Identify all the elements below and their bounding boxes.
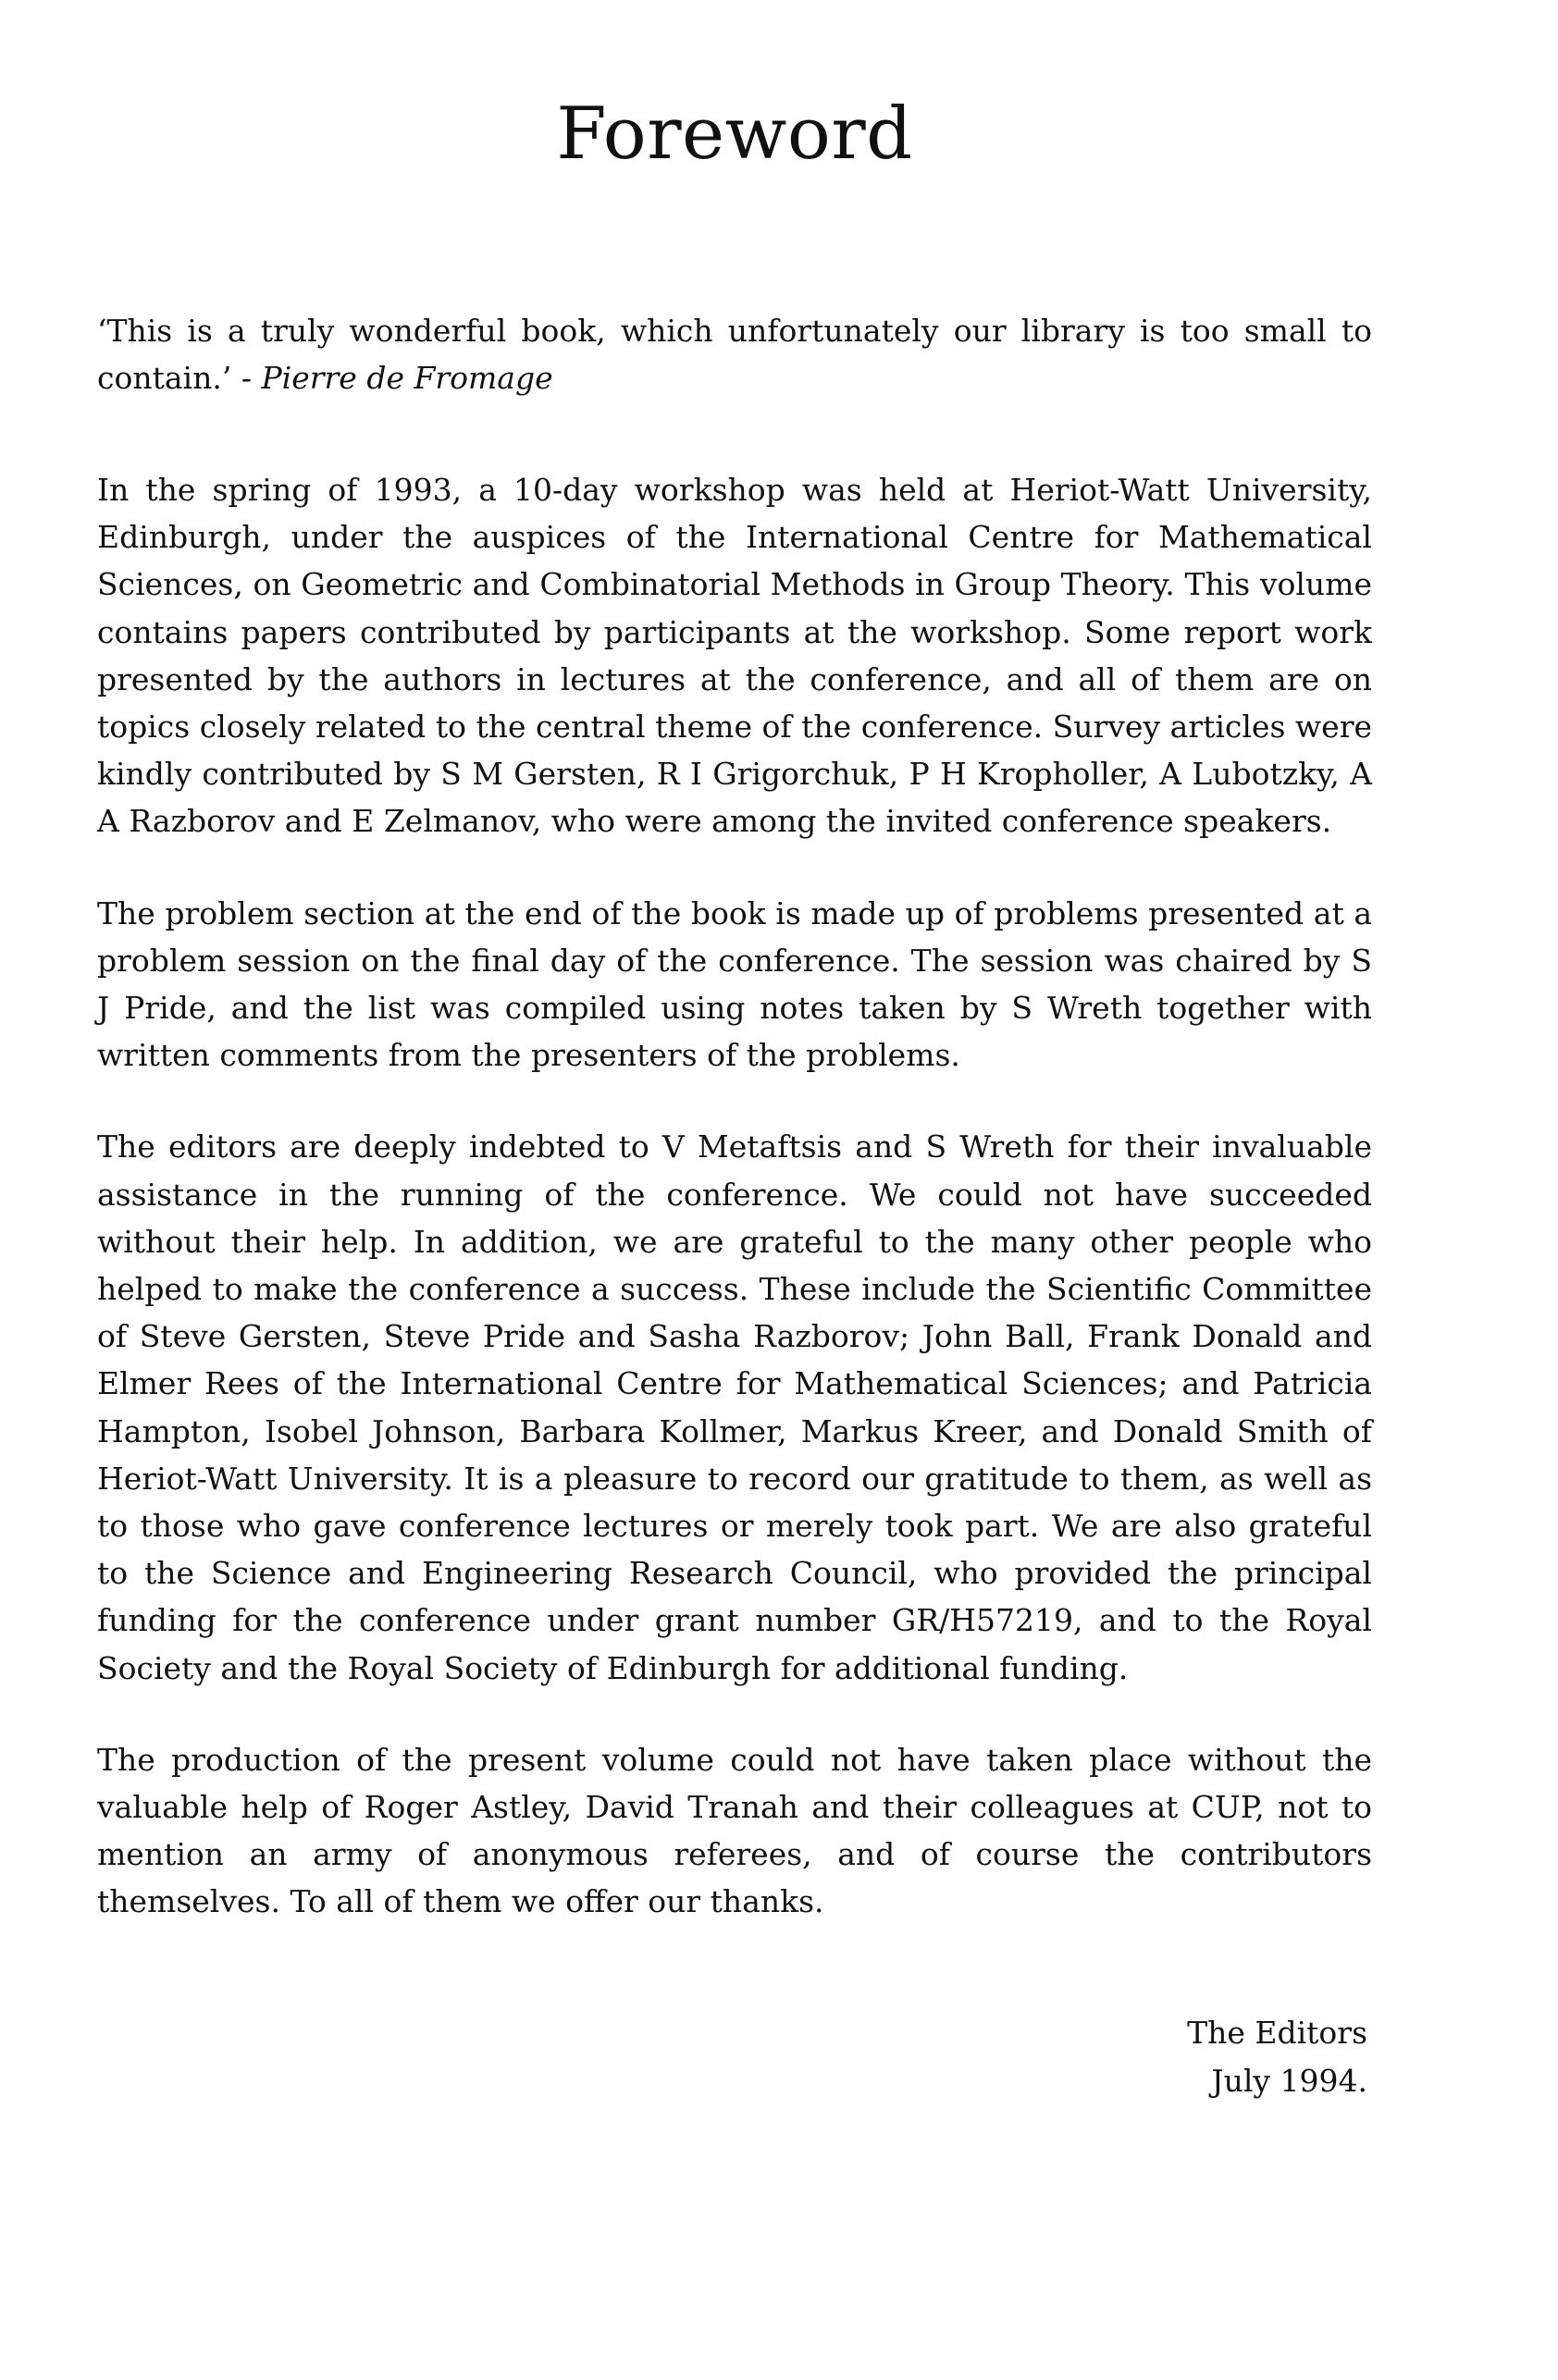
signature-name: The Editors bbox=[1187, 2014, 1367, 2051]
signature-block bbox=[97, 2009, 1372, 2105]
page-title: Foreword bbox=[556, 92, 913, 176]
paragraph-workshop: In the spring of 1993, a 10-day workshop was held at Heriot-Watt University, Edinburgh, under the auspices of the International Centre for Mathematical Sciences, on Geometric and Combinatorial Methods in Group Theory. This volume contains papers contributed by participants at the workshop. Some report work presented by the authors in lectures at the conference, and all of them are on topics closely related to the central theme of the conference. Survey articles were kindly contributed by S M Gersten, R I Grigorchuk, P H Kropholler, A Lubotzky, A A Razborov and E Zelmanov, who were among the invited conference speakers. bbox=[97, 472, 1372, 840]
paragraph-acknowledgements: The editors are deeply indebted to V Metaftsis and S Wreth for their invaluable assistance in the running of the conference. We could not have succeeded without their help. In addition, we are grateful to the many other people who helped to make the conference a success. These include the Scientific Committee of Steve Gersten, Steve Pride and Sasha Razborov; John Ball, Frank Donald and Elmer Rees of the International Centre for Mathematical Sciences; and Patricia Hampton, Isobel Johnson, Barbara Kollmer, Markus Kreer, and Donald Smith of Heriot-Watt University. It is a pleasure to record our gratitude to them, as well as to those who gave conference lectures or merely took part. We are also grateful to the Science and Engineering Research Council, who provided the principal funding for the conference under grant number GR/H57219, and to the Royal Society and the Royal Society of Edinburgh for additional funding. bbox=[97, 1128, 1372, 1686]
paragraph-production: The production of the present volume could not have taken place without the valuable help of Roger Astley, David Tranah and their colleagues at CUP, not to mention an army of anonymous referees, and of course the contributors themselves. To all of them we offer our thanks. bbox=[97, 1741, 1372, 1920]
epigraph-attribution: Pierre de Fromage bbox=[261, 360, 553, 396]
epigraph bbox=[97, 307, 1372, 401]
foreword-page bbox=[97, 74, 1372, 2105]
paragraph-problem-section: The problem section at the end of the book is made up of problems presented at a problem session on the final day of the conference. The session was chaired by S J Pride, and the list was compiled using notes taken by S Wreth together with written comments from the presenters of the problems. bbox=[97, 894, 1372, 1074]
signature-date: July 1994. bbox=[1211, 2062, 1367, 2099]
epigraph-quote: ‘This is a truly wonderful book, which unfortunately our library is too small to contain.’ - bbox=[97, 313, 1372, 396]
